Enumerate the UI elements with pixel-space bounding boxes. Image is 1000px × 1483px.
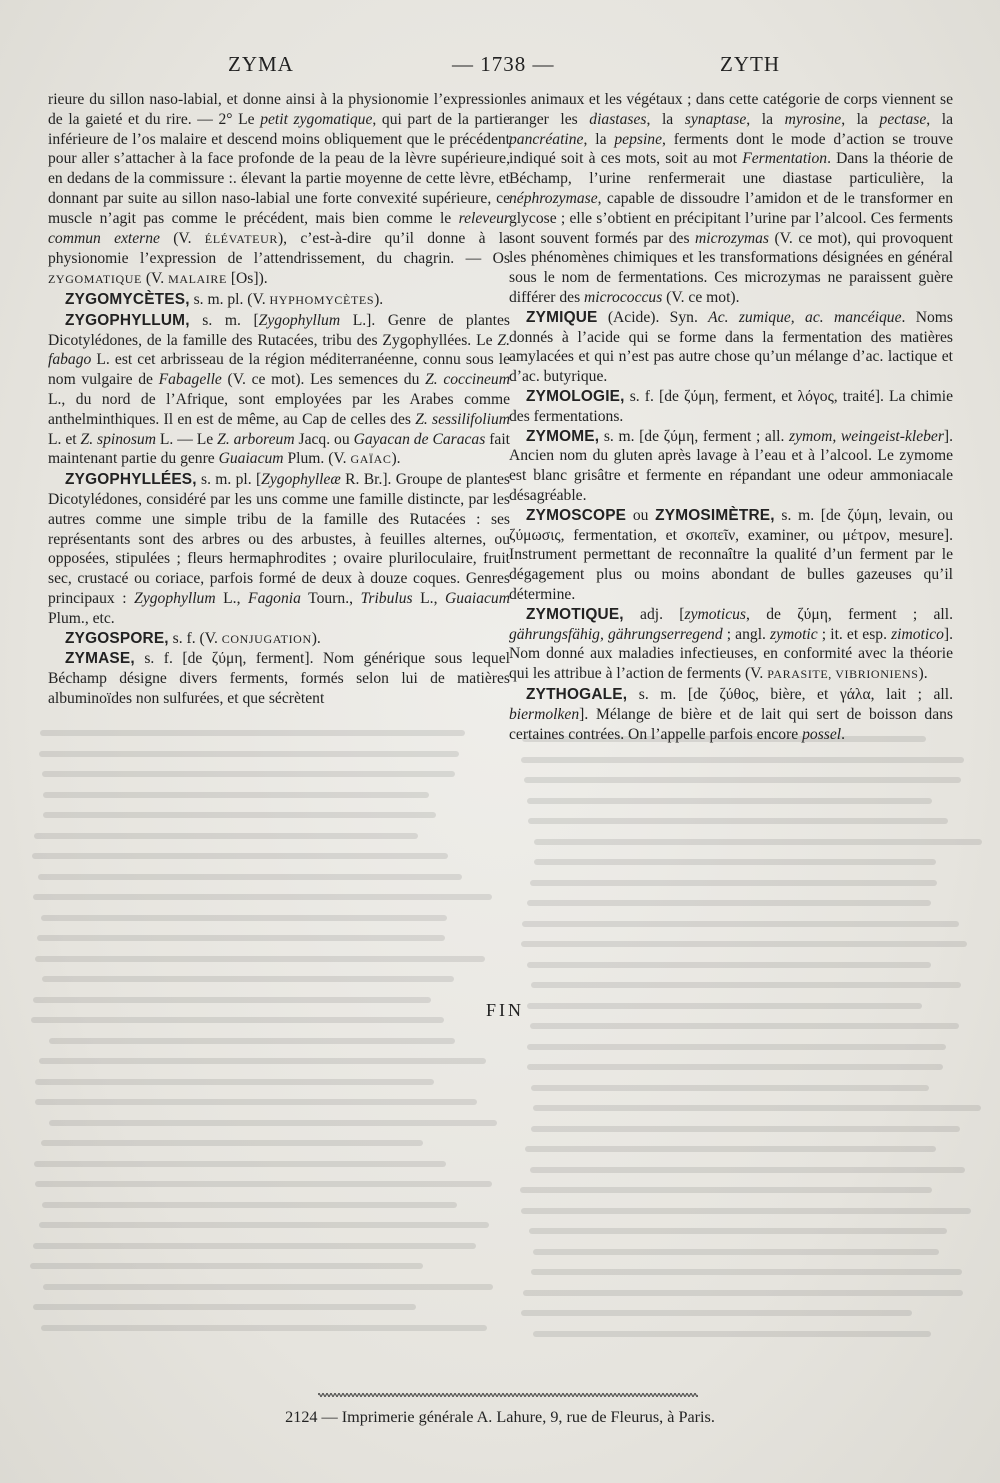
headword: ZYMIQUE: [526, 308, 598, 326]
fin-marker: FIN: [486, 1000, 525, 1020]
running-head-left: ZYMA: [228, 52, 294, 76]
entry-zymoscope: ZYMOSCOPE ou ZYMOSIMÈTRE, s. m. [de ζύμη, levain, ou ζύμωσις, fermentation, et σκοπεῖν, examiner, ou μέτρον, mesure]. Instrument permettant de reconnaître la qualité d’un ferment par le dégagement plus ou moins abondant de bulles gazeuses qu’il détermine.: [509, 506, 954, 603]
entry-zymome: ZYMOME, s. m. [de ζύμη, ferment ; all. zymom, weingeist-kleber]. Ancien nom du gluten après lavage à l’eau et à l’alcool. Le zymome est blanc grisâtre et fermente en répandant une odeur ammoniacale désagréable.: [509, 427, 953, 504]
running-head: [0, 52, 1000, 82]
headword: ZYMOLOGIE,: [526, 387, 625, 405]
entry-zygophyllees: ZYGOPHYLLÉES, s. m. pl. [Zygophylleæ R. Br.]. Groupe de plantes Dicotylédones, considéré par les uns comme une famille distincte, par les autres comme une simple tribu de la famille des Rutacées : ses représentants sont des arbres ou des arbustes, à feuilles alternes, ou opposées, stipulées ; fleurs hermaphrodites ; ovaire pluriloculaire, fruit sec, crustacé ou coriace, parfois formé de deux à douze coques. Genres principaux : Zygophyllum L., Fagonia Tourn., Tribulus L., Guaiacum Plum., etc.: [48, 471, 510, 627]
page-number: — 1738 —: [452, 52, 555, 76]
printer-imprint: 2124 — Imprimerie générale A. Lahure, 9, rue de Fleurus, à Paris.: [285, 1408, 715, 1426]
headword: ZYMOSCOPE: [526, 506, 627, 524]
right-column: [509, 90, 953, 744]
headword: ZYGOPHYLLÉES,: [65, 471, 197, 489]
headword: ZYMASE,: [65, 650, 135, 668]
headword: ZYGOSPORE,: [65, 629, 169, 647]
entry-zygophyllum: ZYGOPHYLLUM, s. m. [Zygophyllum L.]. Genre de plantes Dicotylédones, de la famille des Rutacées, tribu des Zygophyllées. Le Z. fabago L. est cet arbrisseau de la région méditerranéenne, connu sous le nom vulgaire de Fabagelle (V. ce mot). Les semences du Z. coccineum L., du nord de l’Afrique, sont employées par les Arabes comme anthelminthiques. Il en est de même, au Cap de celles des Z. sessilifolium L. et Z. spinosum L. — Le Z. arboreum Jacq. ou Gayacan de Caracas fait maintenant partie du genre Guaiacum Plum. (V. GAÏAC).: [48, 311, 511, 468]
entry-zygospore: ZYGOSPORE, s. f. (V. CONJUGATION).: [65, 629, 321, 647]
running-head-right: ZYTH: [720, 52, 780, 76]
headword: ZYGOPHYLLUM,: [65, 311, 190, 329]
entry-zymase: ZYMASE, s. f. [de ζύμη, ferment]. Nom générique sous lequel Béchamp désigne divers ferments, formés selon lui de matières albuminoïdes non sulfurées, et que sécrètent: [48, 650, 510, 707]
headword-alt: ZYMOSIMÈTRE,: [655, 506, 775, 524]
headword: ZYMOME,: [526, 427, 600, 445]
headword: ZYTHOGALE,: [526, 685, 628, 703]
headword: ZYMOTIQUE,: [526, 605, 624, 623]
entry-zymologie: ZYMOLOGIE, s. f. [de ζύμη, ferment, et λόγος, traité]. La chimie des fermentations.: [509, 387, 953, 425]
entry-continuation: rieure du sillon naso-labial, et donne ainsi à la physionomie l’expression de la gaieté et du rire. — 2° Le petit zygomatique, qui part de la partie inférieure de l’os malaire et descend moins obliquement que le précédent pour aller s’attacher à la face profonde de la peau de la lèvre supérieure, en dedans de la commissure :. élevant la partie moyenne de cette lèvre, et donnant par suite au sillon naso-labial une forte convexité supérieure, ce muscle n’agit pas comme le précédent, mais bien comme le releveur commun externe (V. ÉLÉVATEUR), c’est-à-dire qu’il donne à la physionomie l’expression de l’attendrissement, du chagrin. — Os ZYGOMATIQUE (V. MALAIRE [Os]).: [48, 91, 510, 288]
entry-zygomycetes: ZYGOMYCÈTES, s. m. pl. (V. HYPHOMYCÈTES).: [65, 290, 384, 308]
footer-wavy-rule: [318, 1392, 698, 1398]
entry-zymique: ZYMIQUE (Acide). Syn. Ac. zumique, ac. mancéique. Noms donnés à l’acide qui se forme dans la fermentation des matières amylacées et qui n’est pas autre chose qu’un mélange d’ac. lactique et d’ac. butyrique.: [509, 308, 953, 386]
bleed-through-texture: [0, 730, 1000, 1360]
entry-zymase-continued: les animaux et les végétaux ; dans cette catégorie de corps viennent se ranger les diastases, la synaptase, la myrosine, la pectase, la pancréatine, la pepsine, ferments dont le mode d’action se trouve indiqué soit à ces mots, soit au mot Fermentation. Dans la théorie de Béchamp, l’urine renfermerait une diastase particulière, la néphrozymase, capable de dissoudre l’amidon et de le transformer en glycose ; elle s’obtient en précipitant l’urine par l’alcool. Ces ferments sont souvent formés par des microzymas (V. ce mot), qui provoquent les phénomènes chimiques et les transformations désignées en général sous le nom de fermentations. Ces microzymas ne paraissent guère différer des micrococcus (V. ce mot).: [509, 91, 954, 306]
entry-zythogale: ZYTHOGALE, s. m. [de ζύθος, bière, et γάλα, lait ; all. biermolken]. Mélange de bière et de lait qui sert de boisson dans certaines contrées. On l’appelle parfois encore possel.: [509, 685, 953, 743]
left-column: [48, 90, 510, 709]
entry-zymotique: ZYMOTIQUE, adj. [zymoticus, de ζύμη, ferment ; all. gährungsfähig, gährungserregend ; angl. zymotic ; it. et esp. zimotico]. Nom donné aux maladies infectieuses, en conformité avec la théorie qui les attribue à l’action de ferments (V. PARASITE, VIBRIONIENS).: [509, 605, 954, 683]
headword: ZYGOMYCÈTES,: [65, 290, 190, 308]
